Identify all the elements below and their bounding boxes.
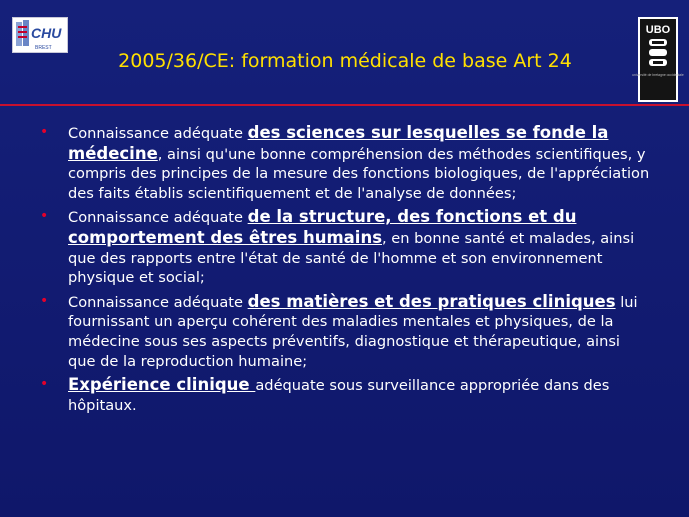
bullet-post: , ainsi qu'une bonne compréhension des méthodes scientifiques, y compris des principes de la mesure des fonctions biologiques, de l'appréciation des faits établis scientifiquement et de l'analyse de données; bbox=[68, 145, 650, 202]
bullet-dot-icon: • bbox=[40, 208, 49, 225]
ubo-logo-text: UBO bbox=[645, 24, 671, 36]
slide-title: 2005/36/CE: formation médicale de base Art 24 bbox=[118, 50, 572, 72]
bullet-pre: Connaissance adéquate bbox=[68, 209, 248, 227]
bullet-post: lui fournissant un aperçu cohérent des maladies mentales et physiques, de la médecine sous ses aspects préventifs, diagnostique et thérapeutique, ainsi que de la reproduction humaine; bbox=[68, 293, 638, 370]
bullet-dot-icon: • bbox=[40, 292, 49, 309]
ubo-logo bbox=[632, 17, 684, 102]
bullet-emphasis: des matières et des pratiques cliniques bbox=[247, 291, 616, 311]
bullet-emphasis: des sciences sur lesquelles se fonde la médecine bbox=[68, 123, 609, 163]
chu-logo-text: CHU bbox=[31, 25, 62, 41]
brest-logo-text: BREST bbox=[35, 45, 52, 51]
bullet-dot-icon: • bbox=[40, 376, 49, 393]
bullet-pre: Connaissance adéquate bbox=[68, 125, 248, 142]
bullet-list bbox=[40, 123, 652, 419]
bullet-dot-icon: • bbox=[40, 124, 49, 140]
bullet-emphasis: Expérience clinique bbox=[68, 375, 256, 395]
bullet-post: , en bonne santé et malades, ainsi que des rapports entre l'état de santé de l'homme et son environnement physique et social; bbox=[68, 229, 635, 287]
bullet-post: adéquate sous surveillance appropriée dans des hôpitaux. bbox=[68, 377, 610, 414]
bullet-item bbox=[40, 292, 652, 371]
title-divider bbox=[0, 104, 689, 106]
bullet-pre: Connaissance adéquate bbox=[68, 293, 248, 311]
ubo-subtext: université de bretagne occidentale bbox=[632, 73, 684, 77]
bullet-item bbox=[40, 207, 652, 287]
bullet-emphasis: de la structure, des fonctions et du comportement des êtres humains bbox=[68, 207, 577, 247]
bullet-item bbox=[40, 375, 652, 415]
bullet-item bbox=[40, 123, 652, 203]
